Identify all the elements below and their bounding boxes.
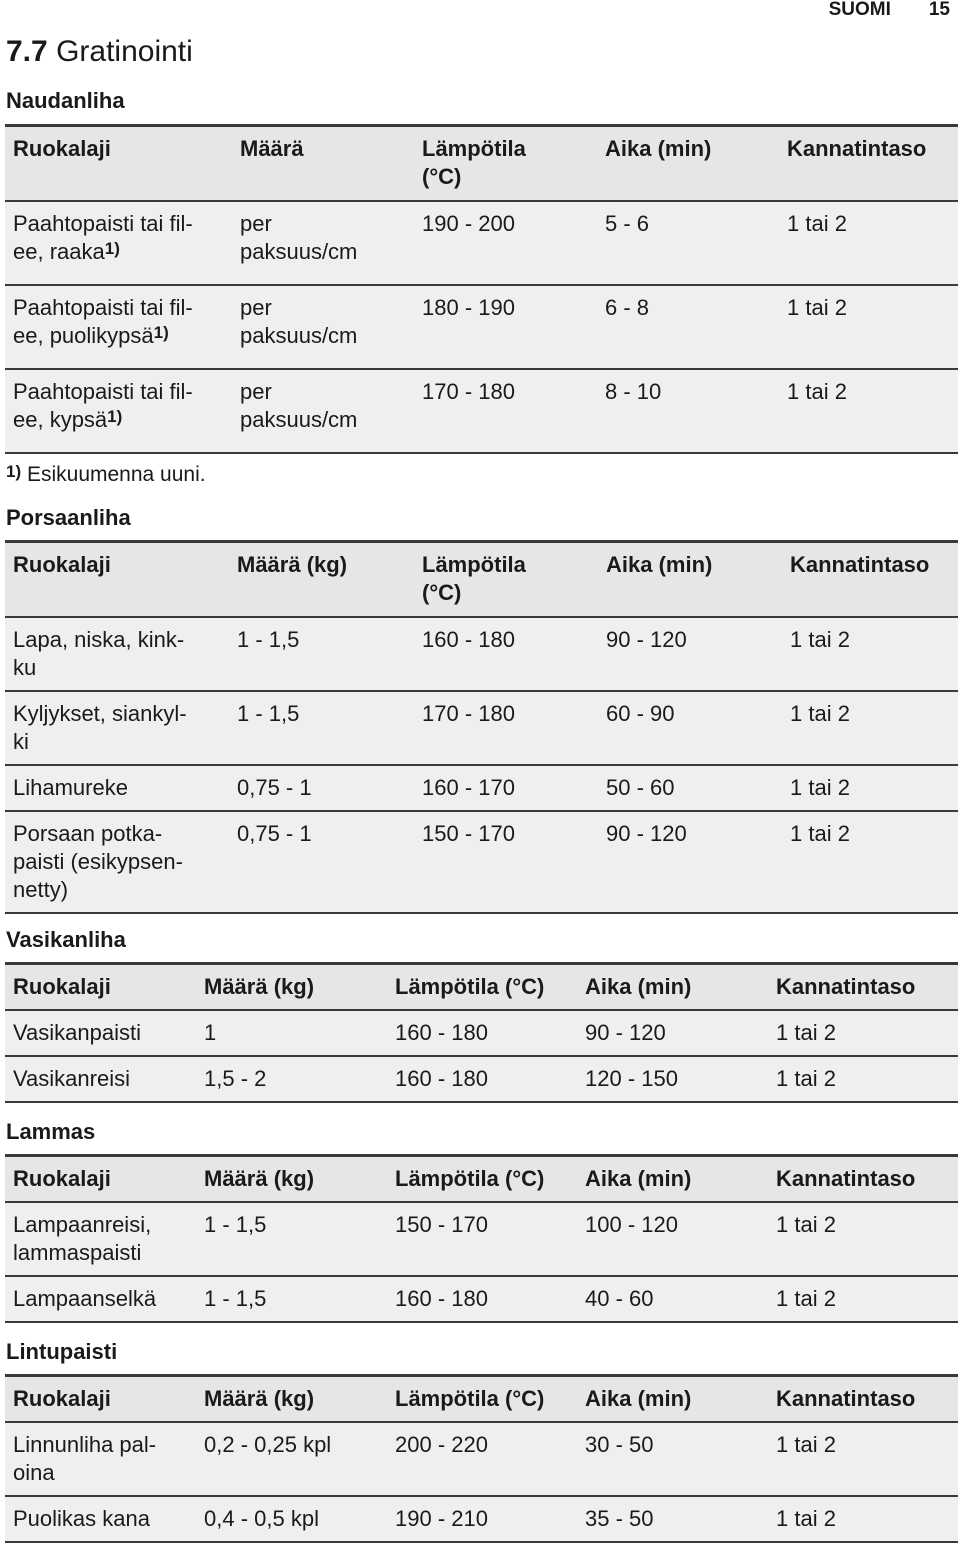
temp-cell: 170 - 180 — [422, 701, 515, 726]
time-cell: 8 - 10 — [605, 379, 662, 404]
page-number: 15 — [928, 0, 950, 20]
temp-cell: 160 - 180 — [395, 1286, 488, 1311]
amount-cell: 1 - 1,5 — [237, 701, 300, 726]
time-cell: 40 - 60 — [585, 1286, 654, 1311]
temp-cell: 150 - 170 — [395, 1212, 488, 1237]
col-header-dish: Ruokalaji — [13, 1166, 111, 1191]
time-cell: 6 - 8 — [605, 295, 650, 320]
level-cell: 1 tai 2 — [790, 701, 850, 726]
dish-cell: Lampaanselkä — [13, 1286, 157, 1311]
dish-cell: Lampaanreisi, lammaspaisti — [13, 1212, 152, 1265]
temp-cell: 160 - 180 — [395, 1020, 488, 1045]
temp-cell: 150 - 170 — [422, 821, 515, 846]
amount-cell: 1 — [204, 1020, 217, 1045]
time-cell: 35 - 50 — [585, 1506, 654, 1531]
amount-cell: 0,75 - 1 — [237, 821, 312, 846]
table-header-row — [5, 543, 958, 618]
time-cell: 90 - 120 — [585, 1020, 666, 1045]
amount-cell: per paksuus/cm — [240, 211, 358, 264]
time-cell: 120 - 150 — [585, 1066, 678, 1091]
amount-cell: 1 - 1,5 — [204, 1212, 267, 1237]
dish-cell: Lapa, niska, kink- ku — [13, 627, 185, 680]
footnote-ref: 1) — [153, 323, 169, 342]
table-lammas — [5, 1154, 958, 1323]
level-cell: 1 tai 2 — [776, 1020, 836, 1045]
footnote-text: Esikuumenna uuni. — [26, 463, 206, 486]
dish-cell — [5, 370, 232, 452]
page-header — [829, 0, 950, 24]
col-header-amount: Määrä (kg) — [237, 552, 348, 577]
col-header-temp: Lämpötila (°C) — [422, 136, 526, 189]
footnote-mark: 1) — [6, 462, 22, 481]
dish-cell: Kyljykset, siankyl- ki — [13, 701, 187, 754]
col-header-time: Aika (min) — [585, 1386, 692, 1411]
temp-cell: 160 - 170 — [422, 775, 515, 800]
level-cell: 1 tai 2 — [776, 1066, 836, 1091]
table-row — [5, 202, 958, 286]
time-cell: 30 - 50 — [585, 1432, 654, 1457]
dish-cell — [5, 286, 232, 368]
table-row — [5, 1277, 958, 1323]
temp-cell: 190 - 200 — [422, 211, 515, 236]
table-vasikanliha — [5, 962, 958, 1103]
level-cell: 1 tai 2 — [787, 211, 847, 236]
footnote-ref: 1) — [107, 407, 123, 426]
col-header-temp: Lämpötila (°C) — [395, 1386, 545, 1411]
dish-cell: Linnunliha pal- oina — [13, 1432, 157, 1485]
table-row — [5, 1011, 958, 1057]
col-header-time: Aika (min) — [605, 136, 712, 161]
table-row — [5, 692, 958, 766]
time-cell: 100 - 120 — [585, 1212, 678, 1237]
temp-cell: 160 - 180 — [395, 1066, 488, 1091]
amount-cell: 1,5 - 2 — [204, 1066, 267, 1091]
col-header-dish: Ruokalaji — [13, 974, 111, 999]
col-header-time: Aika (min) — [585, 974, 692, 999]
col-header-dish: Ruokalaji — [13, 552, 111, 577]
col-header-amount: Määrä — [240, 136, 304, 161]
amount-cell: per paksuus/cm — [240, 379, 358, 432]
dish-name: Paahtopaisti tai fil- ee, kypsä — [13, 379, 193, 432]
time-cell: 60 - 90 — [606, 701, 675, 726]
table-porsaanliha — [5, 540, 958, 914]
time-cell: 90 - 120 — [606, 627, 687, 652]
table-header-row — [5, 1157, 958, 1203]
table-row — [5, 1423, 958, 1497]
level-cell: 1 tai 2 — [790, 627, 850, 652]
col-header-temp: Lämpötila (°C) — [395, 1166, 545, 1191]
amount-cell: per paksuus/cm — [240, 295, 358, 348]
level-cell: 1 tai 2 — [776, 1212, 836, 1237]
col-header-dish: Ruokalaji — [13, 136, 111, 161]
amount-cell: 1 - 1,5 — [204, 1286, 267, 1311]
heading-lammas: Lammas — [6, 1119, 96, 1144]
table-row — [5, 1057, 958, 1103]
col-header-time: Aika (min) — [606, 552, 713, 577]
table-row — [5, 370, 958, 454]
temp-cell: 170 - 180 — [422, 379, 515, 404]
col-header-amount: Määrä (kg) — [204, 974, 315, 999]
table-lintupaisti — [5, 1374, 958, 1543]
section-number: 7.7 — [6, 35, 48, 68]
level-cell: 1 tai 2 — [790, 821, 850, 846]
time-cell: 50 - 60 — [606, 775, 675, 800]
footnote-ref: 1) — [104, 239, 120, 258]
amount-cell: 1 - 1,5 — [237, 627, 300, 652]
time-cell: 5 - 6 — [605, 211, 650, 236]
section-title-text: Gratinointi — [56, 35, 193, 68]
temp-cell: 160 - 180 — [422, 627, 515, 652]
table-naudanliha — [5, 124, 958, 454]
table-header-row — [5, 965, 958, 1011]
level-cell: 1 tai 2 — [787, 295, 847, 320]
level-cell: 1 tai 2 — [776, 1432, 836, 1457]
footnote — [6, 459, 206, 488]
col-header-level: Kannatintaso — [776, 974, 916, 999]
col-header-level: Kannatintaso — [790, 552, 930, 577]
col-header-level: Kannatintaso — [776, 1386, 916, 1411]
amount-cell: 0,2 - 0,25 kpl — [204, 1432, 332, 1457]
table-row — [5, 618, 958, 692]
col-header-dish: Ruokalaji — [13, 1386, 111, 1411]
dish-name: Paahtopaisti tai fil- ee, raaka — [13, 211, 193, 264]
table-row — [5, 1203, 958, 1277]
heading-lintupaisti: Lintupaisti — [6, 1339, 118, 1364]
col-header-amount: Määrä (kg) — [204, 1386, 315, 1411]
heading-porsaanliha: Porsaanliha — [6, 505, 131, 530]
col-header-level: Kannatintaso — [776, 1166, 916, 1191]
col-header-level: Kannatintaso — [787, 136, 927, 161]
dish-cell: Puolikas kana — [13, 1506, 150, 1531]
temp-cell: 190 - 210 — [395, 1506, 488, 1531]
dish-cell: Lihamureke — [13, 775, 128, 800]
level-cell: 1 tai 2 — [790, 775, 850, 800]
heading-vasikanliha: Vasikanliha — [6, 927, 126, 952]
table-row — [5, 286, 958, 370]
table-row — [5, 812, 958, 914]
dish-cell: Porsaan potka- paisti (esikypsen- netty) — [13, 821, 183, 902]
col-header-time: Aika (min) — [585, 1166, 692, 1191]
dish-cell: Vasikanreisi — [13, 1066, 130, 1091]
time-cell: 90 - 120 — [606, 821, 687, 846]
level-cell: 1 tai 2 — [776, 1286, 836, 1311]
amount-cell: 0,75 - 1 — [237, 775, 312, 800]
amount-cell: 0,4 - 0,5 kpl — [204, 1506, 319, 1531]
dish-cell — [5, 202, 232, 284]
level-cell: 1 tai 2 — [776, 1506, 836, 1531]
col-header-temp: Lämpötila (°C) — [422, 552, 526, 605]
table-header-row — [5, 127, 958, 202]
dish-name: Paahtopaisti tai fil- ee, puolikypsä — [13, 295, 193, 348]
col-header-amount: Määrä (kg) — [204, 1166, 315, 1191]
heading-naudanliha: Naudanliha — [6, 88, 125, 113]
table-row — [5, 1497, 958, 1543]
language-label: SUOMI — [828, 0, 891, 20]
dish-cell: Vasikanpaisti — [13, 1020, 141, 1045]
table-header-row — [5, 1377, 958, 1423]
temp-cell: 200 - 220 — [395, 1432, 488, 1457]
level-cell: 1 tai 2 — [787, 379, 847, 404]
table-row — [5, 766, 958, 812]
col-header-temp: Lämpötila (°C) — [395, 974, 545, 999]
page-title — [6, 34, 193, 70]
temp-cell: 180 - 190 — [422, 295, 515, 320]
